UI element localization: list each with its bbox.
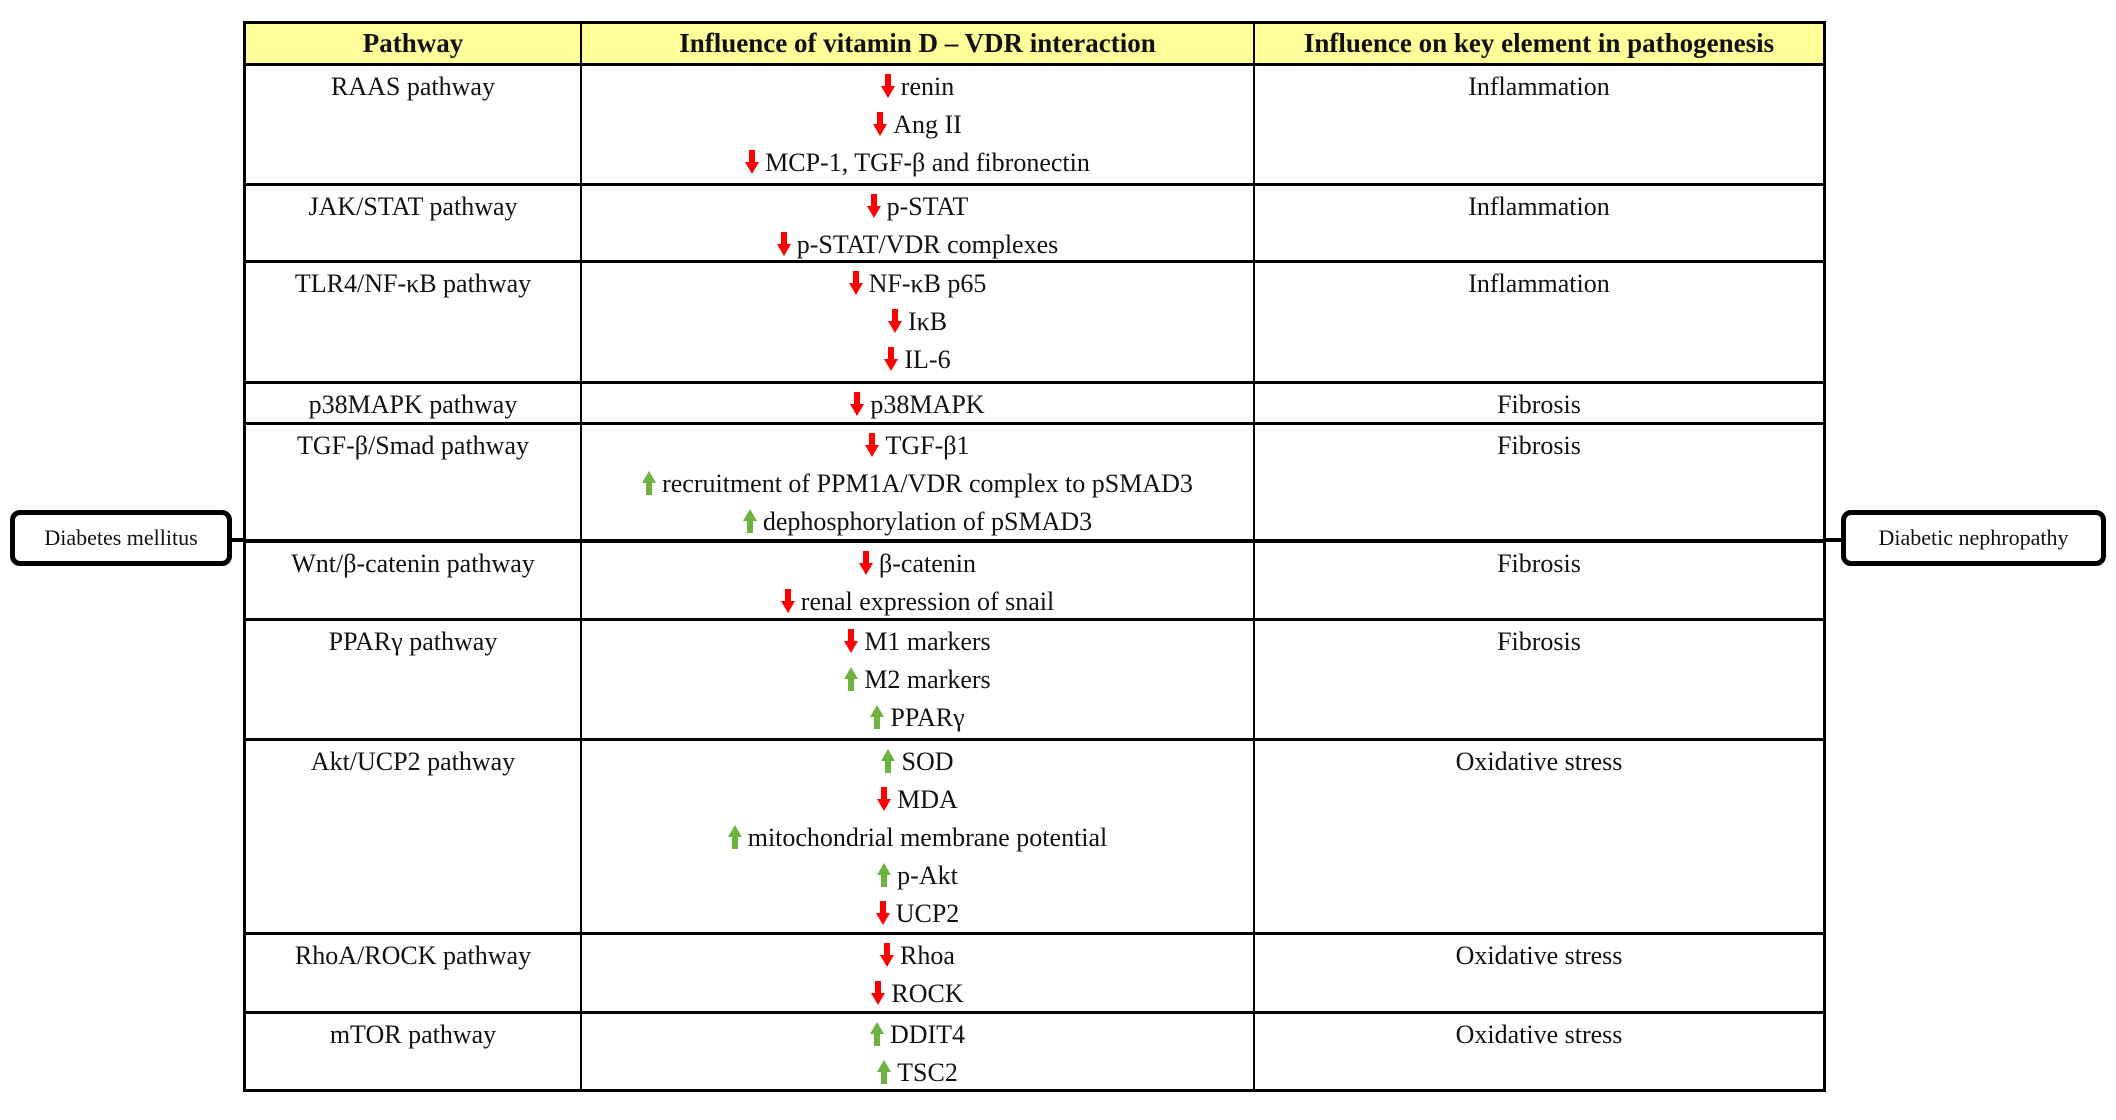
effect-item	[582, 895, 1253, 933]
effect-text: M2 markers	[864, 665, 991, 694]
effect-text: p-Akt	[897, 861, 958, 890]
key-element-cell: Fibrosis	[1497, 390, 1581, 419]
effect-text: mitochondrial membrane potential	[747, 823, 1108, 852]
pathway-cell: JAK/STAT pathway	[246, 186, 582, 260]
down-arrow-icon	[884, 344, 898, 368]
effect-text: Ang II	[893, 110, 962, 139]
table-row	[246, 540, 1823, 618]
pathway-cell: mTOR pathway	[246, 1014, 582, 1089]
effect-item	[582, 781, 1253, 819]
table-header-row	[246, 24, 1823, 66]
down-arrow-icon	[849, 268, 863, 292]
header-vdr-interaction: Influence of vitamin D – VDR interaction	[582, 24, 1255, 66]
key-element-cell: Oxidative stress	[1455, 1020, 1623, 1049]
effect-text: PPARγ	[890, 703, 965, 732]
down-arrow-icon	[844, 626, 858, 650]
vdr-interaction-cell	[582, 1014, 1255, 1089]
effect-item	[582, 303, 1253, 341]
up-arrow-icon	[881, 746, 895, 770]
up-arrow-icon	[877, 1057, 891, 1081]
up-arrow-icon	[870, 1019, 884, 1043]
effect-text: Rhoa	[900, 941, 955, 970]
down-arrow-icon	[888, 306, 902, 330]
key-element-cell: Inflammation	[1468, 269, 1610, 298]
vdr-interaction-cell	[582, 384, 1255, 422]
effect-item	[582, 465, 1253, 503]
effect-item	[582, 699, 1253, 737]
key-element-cell: Oxidative stress	[1455, 941, 1623, 970]
diabetic-nephropathy-box	[1841, 510, 2106, 566]
key-element-cell: Fibrosis	[1497, 627, 1581, 656]
down-arrow-icon	[881, 71, 895, 95]
vdr-interaction-cell	[582, 425, 1255, 540]
effect-text: MCP-1, TGF-β and fibronectin	[765, 148, 1090, 177]
down-arrow-icon	[871, 978, 885, 1002]
effect-item	[582, 265, 1253, 303]
up-arrow-icon	[743, 506, 757, 530]
pathway-cell: RhoA/ROCK pathway	[246, 935, 582, 1011]
effect-item	[582, 583, 1253, 621]
pathway-cell: TLR4/NF-κB pathway	[246, 263, 582, 381]
connector-line-right	[1823, 538, 1843, 542]
effect-text: SOD	[901, 747, 954, 776]
pathway-cell: Wnt/β-catenin pathway	[246, 543, 582, 618]
header-pathway: Pathway	[246, 24, 582, 66]
diabetes-mellitus-box	[10, 510, 232, 566]
up-arrow-icon	[844, 664, 858, 688]
effect-item	[582, 188, 1253, 226]
up-arrow-icon	[877, 860, 891, 884]
effect-text: TSC2	[897, 1058, 958, 1087]
table-row	[246, 738, 1823, 932]
effect-text: IL-6	[904, 345, 951, 374]
effect-item	[582, 68, 1253, 106]
down-arrow-icon	[873, 109, 887, 133]
diabetic-nephropathy-label: Diabetic nephropathy	[1878, 525, 2069, 550]
effect-text: IκB	[907, 307, 948, 336]
table-row	[246, 183, 1823, 260]
pathway-cell: PPARγ pathway	[246, 621, 582, 738]
effect-text: NF-κB p65	[868, 269, 987, 298]
vdr-interaction-cell	[582, 186, 1255, 260]
effect-text: M1 markers	[864, 627, 991, 656]
effect-item	[582, 623, 1253, 661]
effect-text: recruitment of PPM1A/VDR complex to pSMAD3	[662, 469, 1193, 498]
key-element-cell: Inflammation	[1468, 192, 1610, 221]
effect-text: renin	[900, 72, 955, 101]
down-arrow-icon	[859, 548, 873, 572]
up-arrow-icon	[642, 468, 656, 492]
pathway-table	[243, 21, 1826, 1092]
effect-item	[582, 661, 1253, 699]
effect-item	[582, 386, 1253, 424]
table-row	[246, 63, 1823, 183]
key-element-cell: Inflammation	[1468, 72, 1610, 101]
effect-item	[582, 503, 1253, 541]
effect-text: p-STAT	[886, 192, 969, 221]
down-arrow-icon	[850, 389, 864, 413]
effect-text: MDA	[897, 785, 958, 814]
vdr-interaction-cell	[582, 621, 1255, 738]
effect-item	[582, 144, 1253, 182]
effect-item	[582, 1016, 1253, 1054]
pathway-cell: Akt/UCP2 pathway	[246, 741, 582, 932]
header-key-element: Influence on key element in pathogenesis	[1303, 28, 1775, 58]
effect-text: TGF-β1	[885, 431, 970, 460]
effect-item	[582, 427, 1253, 465]
key-element-cell: Fibrosis	[1497, 549, 1581, 578]
effect-item	[582, 341, 1253, 379]
key-element-cell: Fibrosis	[1497, 431, 1581, 460]
down-arrow-icon	[867, 191, 881, 215]
down-arrow-icon	[876, 898, 890, 922]
diabetes-mellitus-label: Diabetes mellitus	[44, 525, 198, 550]
down-arrow-icon	[865, 430, 879, 454]
vdr-interaction-cell	[582, 741, 1255, 932]
effect-text: ROCK	[891, 979, 964, 1008]
table-row	[246, 260, 1823, 381]
pathway-cell: TGF-β/Smad pathway	[246, 425, 582, 540]
vdr-interaction-cell	[582, 263, 1255, 381]
down-arrow-icon	[880, 940, 894, 964]
down-arrow-icon	[777, 229, 791, 253]
effect-item	[582, 106, 1253, 144]
effect-text: DDIT4	[889, 1020, 966, 1049]
effect-item	[582, 1054, 1253, 1092]
effect-text: p38MAPK	[870, 390, 985, 419]
effect-item	[582, 937, 1253, 975]
vdr-interaction-cell	[582, 935, 1255, 1011]
effect-text: UCP2	[895, 899, 960, 928]
table-row	[246, 932, 1823, 1011]
effect-text: p-STAT/VDR complexes	[796, 230, 1059, 259]
down-arrow-icon	[781, 586, 795, 610]
effect-item	[582, 743, 1253, 781]
vdr-interaction-cell	[582, 66, 1255, 183]
key-element-cell: Oxidative stress	[1455, 747, 1623, 776]
effect-item	[582, 975, 1253, 1013]
vdr-interaction-cell	[582, 543, 1255, 618]
up-arrow-icon	[728, 822, 742, 846]
down-arrow-icon	[745, 147, 759, 171]
effect-item	[582, 819, 1253, 857]
effect-item	[582, 226, 1253, 264]
table-row	[246, 618, 1823, 738]
effect-item	[582, 545, 1253, 583]
effect-text: dephosphorylation of pSMAD3	[762, 507, 1093, 536]
table-row	[246, 381, 1823, 422]
pathway-cell: RAAS pathway	[246, 66, 582, 183]
pathway-cell: p38MAPK pathway	[246, 384, 582, 422]
table-row	[246, 1011, 1823, 1089]
table-row	[246, 422, 1823, 540]
effect-text: renal expression of snail	[800, 587, 1055, 616]
effect-text: β-catenin	[879, 549, 976, 578]
effect-item	[582, 857, 1253, 895]
up-arrow-icon	[870, 702, 884, 726]
down-arrow-icon	[877, 784, 891, 808]
